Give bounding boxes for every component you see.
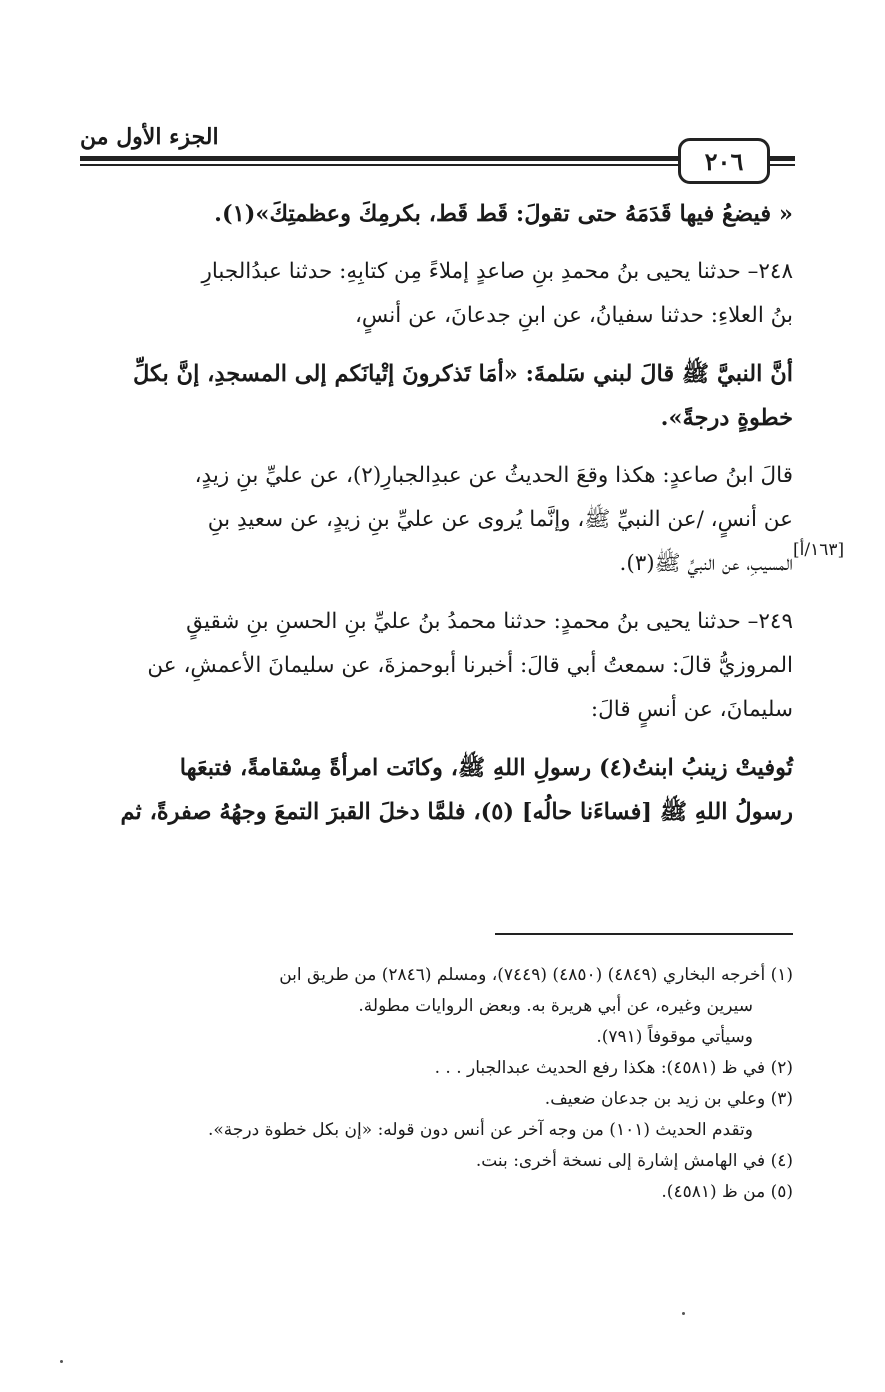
hadith-249-chain [78,600,793,732]
footnote-line: وتقدم الحديث (١٠١) من وجه آخر عن أنس دون قوله: «إن بكل خطوة درجة». [208,1120,753,1140]
footnote-line: وسيأتي موقوفاً (٧٩١). [596,1027,753,1047]
scan-speck [682,1312,685,1315]
hadith-248-text [78,352,793,440]
page-number: ٢٠٦ [678,138,770,184]
text-line: سليمانَ، عن أنسٍ قالَ: [590,697,793,722]
footnote-line: (١) أخرجه البخاري (٤٨٤٩) (٤٨٥٠) (٧٤٤٩)، ومسلم (٢٨٤٦) من طريق ابن [279,965,793,985]
footnote-line: (٣) وعلي بن زيد بن جدعان ضعيف. [544,1089,793,1109]
footnote-line: (٥) من ظ (٤٥٨١). [661,1182,793,1202]
text-line: المروزيُّ قالَ: سمعتُ أبي قالَ: أخبرنا أبوحمزةَ، عن سليمانَ الأعمشِ، عن [147,653,793,678]
main-text [78,192,793,848]
text-line: عن أنسٍ، /عن النبيِّ ﷺ، وإنَّما يُروى عن عليِّ بنِ زيدٍ، عن سعيدِ بنِ [207,507,793,532]
scan-speck [60,1360,63,1363]
text-line: قالَ ابنُ صاعدٍ: هكذا وقعَ الحديثُ عن عبدِالجبارِ(٢)، عن عليِّ بنِ زيدٍ، [194,463,793,488]
manuscript-folio-note: [١٦٣/أ] [793,540,845,560]
footnote-line: سيرين وغيره، عن أبي هريرة به. وبعض الروايات مطولة. [358,996,753,1016]
header-rule-thin [80,164,680,166]
hadith-248-chain [78,250,793,338]
text-line: خطوةٍ درجةً». [660,405,793,431]
commentary [78,454,793,586]
footnote-line: (٤) في الهامش إشارة إلى نسخة أخرى: بنت. [475,1151,793,1171]
header-rule [80,156,680,161]
text-line: ٢٤٨– حدثنا يحيى بنُ محمدِ بنِ صاعدٍ إملاءً مِن كتابِهِ: حدثنا عبدُالجبارِ [201,259,793,284]
footnote-line: (٢) في ظ (٤٥٨١): هكذا رفع الحديث عبدالجبار . . . [434,1058,793,1078]
text-line: المسيبِ، عن النبيِّ ﷺ(٣). [619,551,793,576]
text-line: أنَّ النبيَّ ﷺ قالَ لبني سَلمةَ: «أمَا تَذكرونَ إتْيانَكم إلى المسجدِ، إنَّ بكلِّ [133,361,793,387]
text-line: تُوفيتْ زينبُ ابنتُ(٤) رسولِ اللهِ ﷺ، وكانَت امرأةً مِسْقامةً، فتبعَها [179,755,793,781]
running-title: الجزء الأول من [80,124,219,150]
text-line: بنُ العلاءِ: حدثنا سفيانُ، عن ابنِ جدعانَ، عن أنسٍ، [354,303,793,328]
footnotes [78,960,793,1208]
text-line: رسولُ اللهِ ﷺ [فساءَنا حالُه] (٥)، فلمَّا دخلَ القبرَ التمعَ وجهُهُ صفرةً، ثم [120,799,793,825]
header-rule-right [766,156,795,161]
paragraph [78,192,793,236]
footnote-separator [495,933,793,935]
text-line: « فيضعُ فيها قَدَمَهُ حتى تقولَ: قَط قَط، بكرمِكَ وعظمتِكَ»(١). [214,201,793,227]
header-rule-right-thin [766,164,795,166]
text-line: ٢٤٩– حدثنا يحيى بنُ محمدٍ: حدثنا محمدُ بنُ عليِّ بنِ الحسنِ بنِ شقيقٍ [186,609,793,634]
page-header [80,112,795,176]
hadith-249-text [78,746,793,834]
